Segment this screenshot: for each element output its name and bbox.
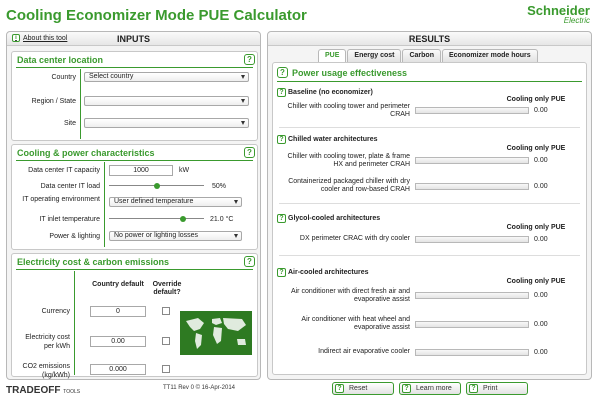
brand-suffix: TOOLS — [63, 389, 81, 395]
pue-help-icon[interactable]: ? — [277, 67, 288, 78]
version-text: TT11 Rev 0 © 16-Apr-2014 — [163, 385, 236, 391]
section-divider — [16, 269, 253, 270]
cooling-title: Cooling & power characteristics — [17, 148, 155, 158]
baseline-title: Baseline (no economizer) — [288, 89, 373, 96]
site-label: Site — [63, 120, 76, 127]
location-section — [11, 51, 258, 141]
electricity-title: Electricity cost & carbon emissions — [17, 257, 170, 267]
footer — [6, 381, 596, 400]
chevron-down-icon — [234, 234, 238, 238]
country-select[interactable] — [84, 72, 249, 82]
air-row-2-label: Air conditioner with heat wheel and evaporative assist — [301, 316, 410, 331]
inlet-label: IT inlet temperature — [39, 216, 100, 223]
section-divider — [279, 127, 580, 128]
chilled-title: Chilled water architectures — [288, 136, 378, 143]
slider-thumb[interactable] — [154, 183, 160, 189]
air-help-icon[interactable]: ? — [277, 268, 286, 277]
label-divider — [80, 69, 81, 139]
country-value: Select country — [89, 73, 134, 80]
chevron-down-icon — [241, 99, 245, 103]
currency-input[interactable]: 0 — [90, 306, 146, 317]
cost-label: Electricity cost per kWh — [25, 334, 70, 350]
co2-label: CO2 emissions (kg/kWh) — [22, 363, 70, 379]
location-help-icon[interactable]: ? — [244, 54, 255, 65]
tab-energy-cost[interactable]: Energy cost — [347, 49, 401, 62]
chevron-down-icon — [241, 75, 245, 79]
chevron-down-icon — [241, 121, 245, 125]
results-tabs — [318, 49, 539, 62]
brand-main: TRADEOFF — [6, 385, 61, 396]
world-map — [180, 311, 252, 355]
chilled-col-header: Cooling only PUE — [506, 145, 566, 152]
inputs-title: INPUTS — [116, 34, 150, 44]
cost-override-checkbox[interactable] — [162, 337, 170, 345]
label-divider — [104, 162, 105, 247]
capacity-input[interactable]: 1000 — [109, 165, 173, 176]
baseline-help-icon[interactable]: ? — [277, 88, 286, 97]
slider-thumb[interactable] — [180, 216, 186, 222]
load-value: 50% — [212, 183, 227, 190]
load-slider[interactable] — [109, 181, 204, 191]
tab-carbon[interactable]: Carbon — [402, 49, 441, 62]
label-divider — [74, 271, 75, 375]
section-divider — [277, 81, 582, 82]
glycol-row-value: 0.00 — [534, 236, 548, 243]
site-select[interactable] — [84, 118, 249, 128]
air-title: Air-cooled architectures — [288, 269, 369, 276]
slider-track — [109, 218, 204, 219]
chilled-help-icon[interactable]: ? — [277, 135, 286, 144]
capacity-label: Data center IT capacity — [28, 167, 100, 174]
currency-override-checkbox[interactable] — [162, 307, 170, 315]
glycol-help-icon[interactable]: ? — [277, 214, 286, 223]
pue-bar — [415, 107, 529, 114]
power-label: Power & lighting — [49, 233, 100, 240]
pue-bar — [415, 183, 529, 190]
section-divider — [16, 160, 253, 161]
power-select[interactable] — [109, 231, 242, 241]
override-header: Override default? — [152, 281, 182, 296]
info-icon: i — [12, 34, 20, 42]
baseline-row-label: Chiller with cooling tower and perimeter CRAH — [287, 103, 410, 118]
capacity-unit: kW — [179, 167, 190, 174]
load-label: Data center IT load — [40, 183, 100, 190]
help-icon: ? — [402, 384, 411, 393]
pue-bar — [415, 349, 529, 356]
chilled-row-1-value: 0.00 — [534, 157, 548, 164]
air-row-2-value: 0.00 — [534, 321, 548, 328]
inlet-value: 21.0 °C — [210, 216, 234, 223]
electricity-help-icon[interactable]: ? — [244, 256, 255, 267]
air-row-1-label: Air conditioner with direct fresh air and evaporative assist — [290, 288, 410, 303]
air-row-1-value: 0.00 — [534, 292, 548, 299]
pue-title: Power usage effectiveness — [292, 68, 408, 78]
inputs-panel — [6, 31, 261, 380]
co2-input[interactable]: 0.000 — [90, 364, 146, 375]
learn-more-button[interactable] — [399, 382, 461, 395]
results-header — [268, 32, 591, 46]
chilled-row-1-label: Chiller with cooling tower, plate & frame HX and perimeter CRAH — [287, 153, 410, 168]
cost-input[interactable]: 0.00 — [90, 336, 146, 347]
baseline-col-header: Cooling only PUE — [506, 96, 566, 103]
air-row-3-value: 0.00 — [534, 349, 548, 356]
electricity-section — [11, 253, 258, 377]
env-select[interactable] — [109, 197, 242, 207]
location-title: Data center location — [17, 55, 104, 65]
air-row-3-label: Indirect air evaporative cooler — [318, 348, 410, 355]
glycol-row-label: DX perimeter CRAC with dry cooler — [299, 235, 410, 242]
section-divider — [279, 255, 580, 256]
pue-bar — [415, 292, 529, 299]
env-label: IT operating environment — [22, 196, 100, 203]
region-label: Region / State — [31, 98, 76, 105]
cooling-section — [11, 144, 258, 250]
region-select[interactable] — [84, 96, 249, 106]
inlet-slider[interactable] — [109, 214, 204, 224]
section-divider — [16, 67, 253, 68]
cooling-help-icon[interactable]: ? — [244, 147, 255, 158]
power-value: No power or lighting losses — [114, 232, 199, 239]
inputs-header — [7, 32, 260, 46]
help-icon: ? — [335, 384, 344, 393]
currency-label: Currency — [41, 308, 70, 315]
pue-results — [272, 62, 587, 375]
world-map-graphic — [180, 311, 252, 355]
logo-sub: Electric — [563, 16, 590, 25]
help-icon: ? — [469, 384, 478, 393]
country-default-header: Country default — [92, 281, 144, 288]
section-divider — [279, 203, 580, 204]
chilled-row-2-value: 0.00 — [534, 183, 548, 190]
learn-more-label: Learn more — [416, 385, 452, 392]
results-title: RESULTS — [408, 34, 451, 44]
pue-bar — [415, 321, 529, 328]
glycol-title: Glycol-cooled architectures — [288, 215, 381, 222]
app-title: Cooling Economizer Mode PUE Calculator — [6, 7, 307, 24]
tab-economizer-hours[interactable]: Economizer mode hours — [442, 49, 538, 62]
glycol-col-header: Cooling only PUE — [506, 224, 566, 231]
reset-label: Reset — [349, 385, 368, 392]
schneider-logo — [527, 4, 590, 25]
pue-bar — [415, 236, 529, 243]
about-label: About this tool — [23, 34, 68, 42]
print-label: Print — [483, 385, 498, 392]
env-value: User defined temperature — [114, 198, 194, 205]
co2-override-checkbox[interactable] — [162, 365, 170, 373]
chevron-down-icon — [234, 200, 238, 204]
tab-pue[interactable]: PUE — [318, 49, 346, 62]
tradeoff-tools-logo — [6, 385, 80, 396]
results-panel — [267, 31, 592, 380]
baseline-row-value: 0.00 — [534, 107, 548, 114]
pue-bar — [415, 157, 529, 164]
air-col-header: Cooling only PUE — [506, 278, 566, 285]
chilled-row-2-label: Containerized packaged chiller with dry cooler and row-based CRAH — [288, 178, 410, 193]
country-label: Country — [51, 74, 76, 81]
print-button[interactable] — [466, 382, 528, 395]
logo-main: Schneider — [527, 3, 590, 18]
reset-button[interactable] — [332, 382, 394, 395]
